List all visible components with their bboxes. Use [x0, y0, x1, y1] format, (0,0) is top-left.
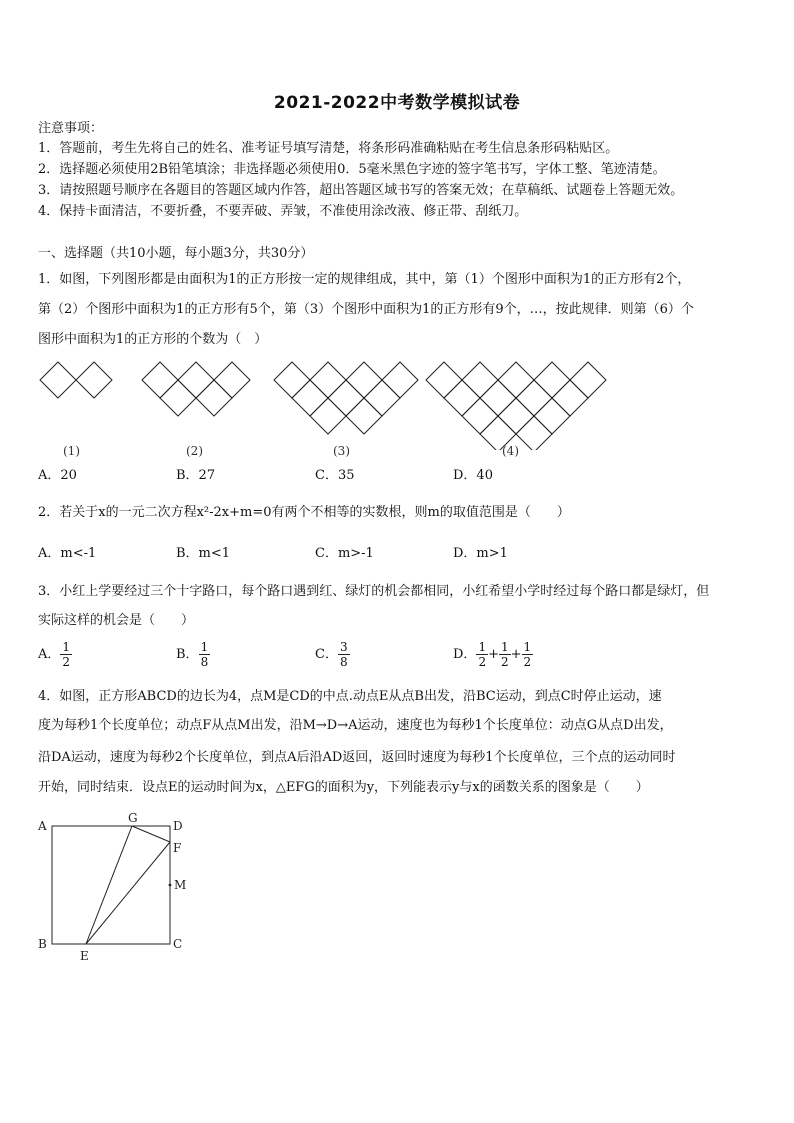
- denominator: 2: [523, 655, 532, 669]
- option-letter: A．: [38, 646, 61, 662]
- figure-1: [40, 362, 112, 398]
- q1-option-a: A．20: [38, 468, 77, 483]
- q3-line: 3．小红上学要经过三个十字路口，每个路口遇到红、绿灯的机会都相同，小红希望小学时经过每个路口都是绿灯，但: [38, 584, 710, 599]
- q1-option-c: C．35: [315, 468, 355, 483]
- q1-option-d: D．40: [453, 468, 493, 483]
- segment-eg: [86, 826, 132, 944]
- denominator: 2: [500, 655, 509, 669]
- label-f: F: [173, 841, 182, 855]
- fraction: [476, 640, 488, 669]
- numerator: 1: [478, 640, 487, 654]
- fraction: [338, 640, 350, 669]
- figure-3: [274, 362, 418, 434]
- section-heading: 一、选择题（共10小题，每小题3分，共30分）: [38, 246, 314, 261]
- segment-gf: [132, 826, 170, 842]
- numerator: 1: [500, 640, 509, 654]
- segment-ef: [86, 842, 170, 944]
- denominator: 2: [62, 655, 71, 669]
- figure-label-1: (1): [63, 444, 80, 458]
- q3-option-a: [38, 640, 72, 669]
- denominator: 8: [339, 655, 348, 669]
- numerator: 1: [200, 640, 209, 654]
- figure-label-2: (2): [186, 444, 203, 458]
- option-letter: C．: [315, 646, 338, 662]
- denominator: 8: [200, 655, 209, 669]
- denominator: 2: [478, 655, 487, 669]
- notice-item: 1．答题前，考生先将自己的姓名、准考证号填写清楚，将条形码准确粘贴在考生信息条形码粘贴区。: [38, 141, 619, 156]
- option-letter: D．: [453, 646, 477, 662]
- q1-option-b: B．27: [176, 468, 216, 483]
- fraction: [499, 640, 511, 669]
- q3-option-c: [315, 640, 350, 669]
- plus-sign: +: [488, 646, 499, 662]
- q2-option-a: A．m<-1: [38, 546, 97, 561]
- q4-line: 4．如图，正方形ABCD的边长为4，点M是CD的中点.动点E从点B出发，沿BC运动，到点C时停止运动，速: [38, 689, 662, 704]
- q2-option-b: B．m<1: [176, 546, 231, 561]
- label-d: D: [173, 819, 183, 833]
- plus-sign: +: [510, 646, 522, 662]
- figure-4: [426, 362, 606, 450]
- q4-line: 度为每秒1个长度单位；动点F从点M出发，沿M→D→A运动，速度也为每秒1个长度单位：动点G从点D出发，: [38, 718, 673, 733]
- exam-title: 2021-2022中考数学模拟试卷: [273, 93, 521, 113]
- q1-figures: [30, 352, 610, 450]
- q3-line: 实际这样的机会是（ ）: [38, 613, 195, 628]
- notice-item: 3．请按照题号顺序在各题目的答题区域内作答，超出答题区域书写的答案无效；在草稿纸、试题卷上答题无效。: [38, 183, 684, 198]
- label-c: C: [173, 937, 183, 951]
- q3-option-d: [453, 640, 533, 669]
- notice-item: 4．保持卡面清洁，不要折叠，不要弄破、弄皱，不准使用涂改液、修正带、刮纸刀。: [38, 204, 528, 219]
- label-g: G: [128, 811, 138, 825]
- square-abcd: [52, 826, 170, 944]
- q1-line: 第（2）个图形中面积为1的正方形有5个，第（3）个图形中面积为1的正方形有9个，…，按此规律．则第（6）个: [38, 302, 694, 317]
- q4-line: 沿DA运动，速度为每秒2个长度单位，到点A后沿AD返回，返回时速度为每秒1个长度单位，三个点的运动同时: [38, 750, 676, 765]
- label-m: M: [174, 878, 187, 892]
- q2-option-d: D．m>1: [453, 546, 508, 561]
- numerator: 3: [339, 640, 348, 654]
- label-a: A: [38, 819, 47, 833]
- figure-2: [142, 362, 250, 416]
- q1-line: 1．如图，下列图形都是由面积为1的正方形按一定的规律组成，其中，第（1）个图形中面积为1的正方形有2个，: [38, 272, 691, 287]
- q2-option-c: C．m>-1: [315, 546, 374, 561]
- fraction: [199, 640, 211, 669]
- label-b: B: [38, 937, 47, 951]
- fraction: [60, 640, 72, 669]
- point-m-dot: [169, 884, 172, 887]
- fraction: [522, 640, 534, 669]
- label-e: E: [80, 949, 89, 963]
- q4-square-figure: [34, 808, 194, 968]
- notice-heading: 注意事项：: [38, 121, 104, 136]
- numerator: 1: [62, 640, 71, 654]
- option-letter: B．: [176, 646, 199, 662]
- q2-stem: 2．若关于x的一元二次方程x²-2x+m=0有两个不相等的实数根，则m的取值范围是（ ）: [38, 505, 570, 520]
- q1-line: 图形中面积为1的正方形的个数为（ ）: [38, 332, 268, 347]
- numerator: 1: [523, 640, 532, 654]
- q4-line: 开始，同时结束．设点E的运动时间为x，△EFG的面积为y，下列能表示y与x的函数关系的图象是（ ）: [38, 780, 649, 795]
- figure-label-4: (4): [502, 444, 519, 458]
- figure-label-3: (3): [333, 444, 350, 458]
- notice-item: 2．选择题必须使用2B铅笔填涂；非选择题必须使用0．5毫米黑色字迹的签字笔书写，字体工整、笔迹清楚。: [38, 162, 666, 177]
- q3-option-b: [176, 640, 210, 669]
